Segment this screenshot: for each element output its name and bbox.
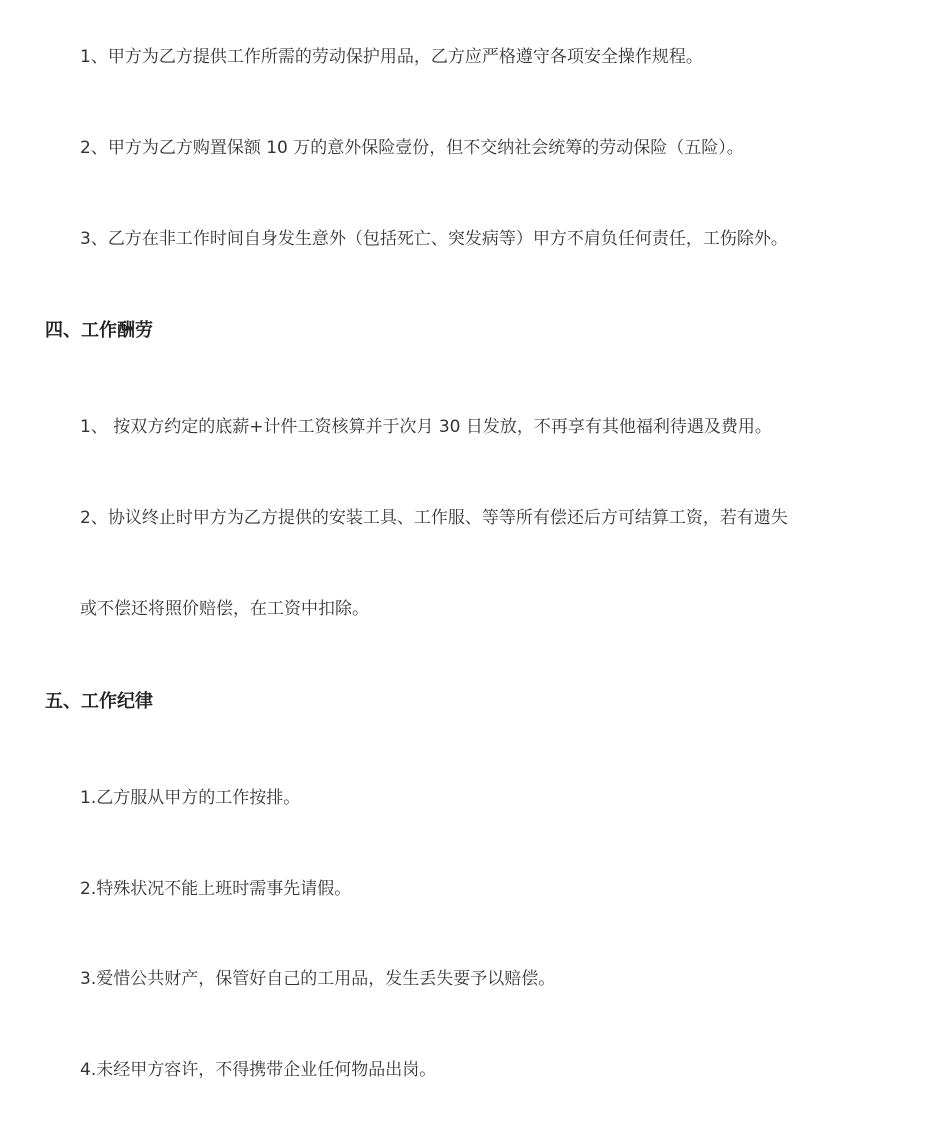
safety-item-2: 2、甲方为乙方购置保额 10 万的意外保险壹份，但不交纳社会统筹的劳动保险（五险）。 (80, 138, 744, 158)
pay-item-1: 1、 按双方约定的底薪+计件工资核算并于次月 30 日发放，不再享有其他福利待遇及费用。 (80, 417, 772, 437)
discipline-item-4: 4.未经甲方容许，不得携带企业任何物品出岗。 (80, 1060, 437, 1080)
pay-item-2-continued: 或不偿还将照价赔偿，在工资中扣除。 (80, 599, 369, 619)
pay-item-2: 2、协议终止时甲方为乙方提供的安装工具、工作服、等等所有偿还后方可结算工资，若有遗失 (80, 508, 788, 528)
safety-item-3: 3、乙方在非工作时间自身发生意外（包括死亡、突发病等）甲方不肩负任何责任，工伤除外。 (80, 229, 788, 249)
section-heading-pay: 四、工作酬劳 (45, 320, 153, 341)
discipline-item-2: 2.特殊状况不能上班时需事先请假。 (80, 879, 352, 899)
discipline-item-3: 3.爱惜公共财产，保管好自己的工用品，发生丢失要予以赔偿。 (80, 969, 556, 989)
safety-item-1: 1、甲方为乙方提供工作所需的劳动保护用品，乙方应严格遵守各项安全操作规程。 (80, 47, 703, 67)
section-heading-discipline: 五、工作纪律 (45, 691, 153, 712)
discipline-item-1: 1.乙方服从甲方的工作按排。 (80, 788, 301, 808)
